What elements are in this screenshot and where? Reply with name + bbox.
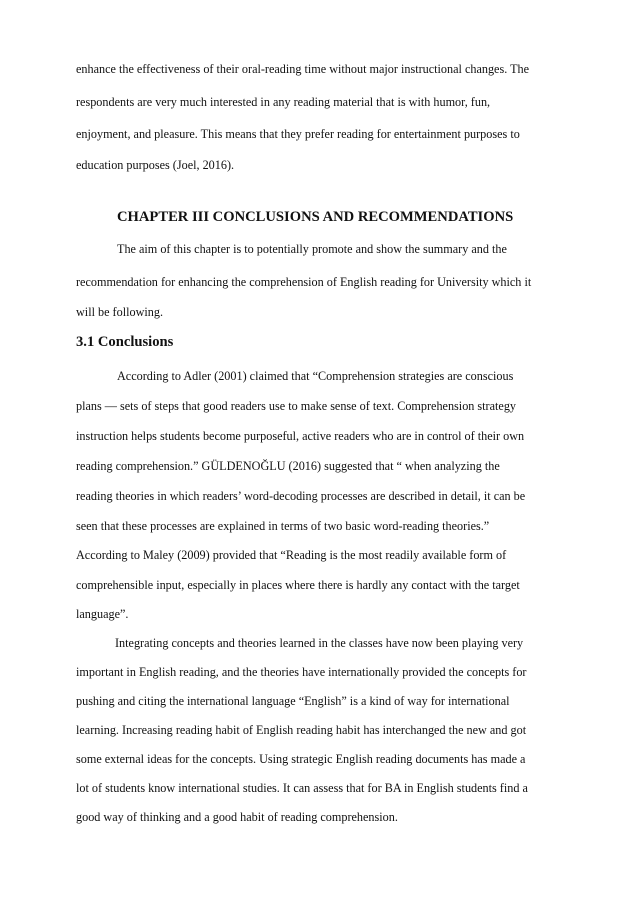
chapter-intro-line-3: will be following. xyxy=(76,305,163,319)
conclusions-p1-line-6: seen that these processes are explained in terms of two basic word-reading theories.” xyxy=(76,519,490,533)
chapter-intro-line-1: The aim of this chapter is to potentially promote and show the summary and the xyxy=(117,242,507,256)
conclusions-p1-line-3: instruction helps students become purposeful, active readers who are in control of their own xyxy=(76,429,525,443)
conclusions-p2-line-4: learning. Increasing reading habit of English reading habit has interchanged the new and got xyxy=(76,723,527,737)
chapter-intro-line-2: recommendation for enhancing the comprehension of English reading for University which it xyxy=(76,275,532,289)
conclusions-p1-line-4: reading comprehension.” GÜLDENOĞLU (2016) suggested that “ when analyzing the xyxy=(76,459,500,473)
conclusions-p1-line-7: According to Maley (2009) provided that “Reading is the most readily available form of xyxy=(76,548,507,562)
conclusions-p2-line-5: some external ideas for the concepts. Using strategic English reading documents has made a xyxy=(76,752,526,766)
intro-line-1: enhance the effectiveness of their oral-reading time without major instructional changes. The xyxy=(76,62,530,76)
conclusions-p1-line-2: plans — sets of steps that good readers use to make sense of text. Comprehension strategy xyxy=(76,399,517,413)
conclusions-p2-line-3: pushing and citing the international language “English” is a kind of way for international xyxy=(76,694,510,708)
intro-line-2: respondents are very much interested in any reading material that is with humor, fun, xyxy=(76,95,491,109)
conclusions-p1-line-8: comprehensible input, especially in places where there is hardly any contact with the target xyxy=(76,578,520,592)
conclusions-p1-line-1: According to Adler (2001) claimed that “Comprehension strategies are conscious xyxy=(117,369,514,383)
chapter-heading: CHAPTER III CONCLUSIONS AND RECOMMENDATIONS xyxy=(117,209,514,225)
intro-line-3: enjoyment, and pleasure. This means that they prefer reading for entertainment purposes to xyxy=(76,127,520,141)
conclusions-p1-line-9: language”. xyxy=(76,607,129,621)
section-heading: 3.1 Conclusions xyxy=(76,334,174,350)
conclusions-p2-line-6: lot of students know international studies. It can assess that for BA in English students find a xyxy=(76,781,528,795)
conclusions-p1-line-5: reading theories in which readers’ word-decoding processes are described in detail, it can be xyxy=(76,489,526,503)
intro-line-4: education purposes (Joel, 2016). xyxy=(76,158,235,172)
conclusions-p2-line-1: Integrating concepts and theories learned in the classes have now been playing very xyxy=(115,636,524,650)
conclusions-p2-line-2: important in English reading, and the theories have internationally provided the concepts for xyxy=(76,665,527,679)
conclusions-p2-line-7: good way of thinking and a good habit of reading comprehension. xyxy=(76,810,398,824)
